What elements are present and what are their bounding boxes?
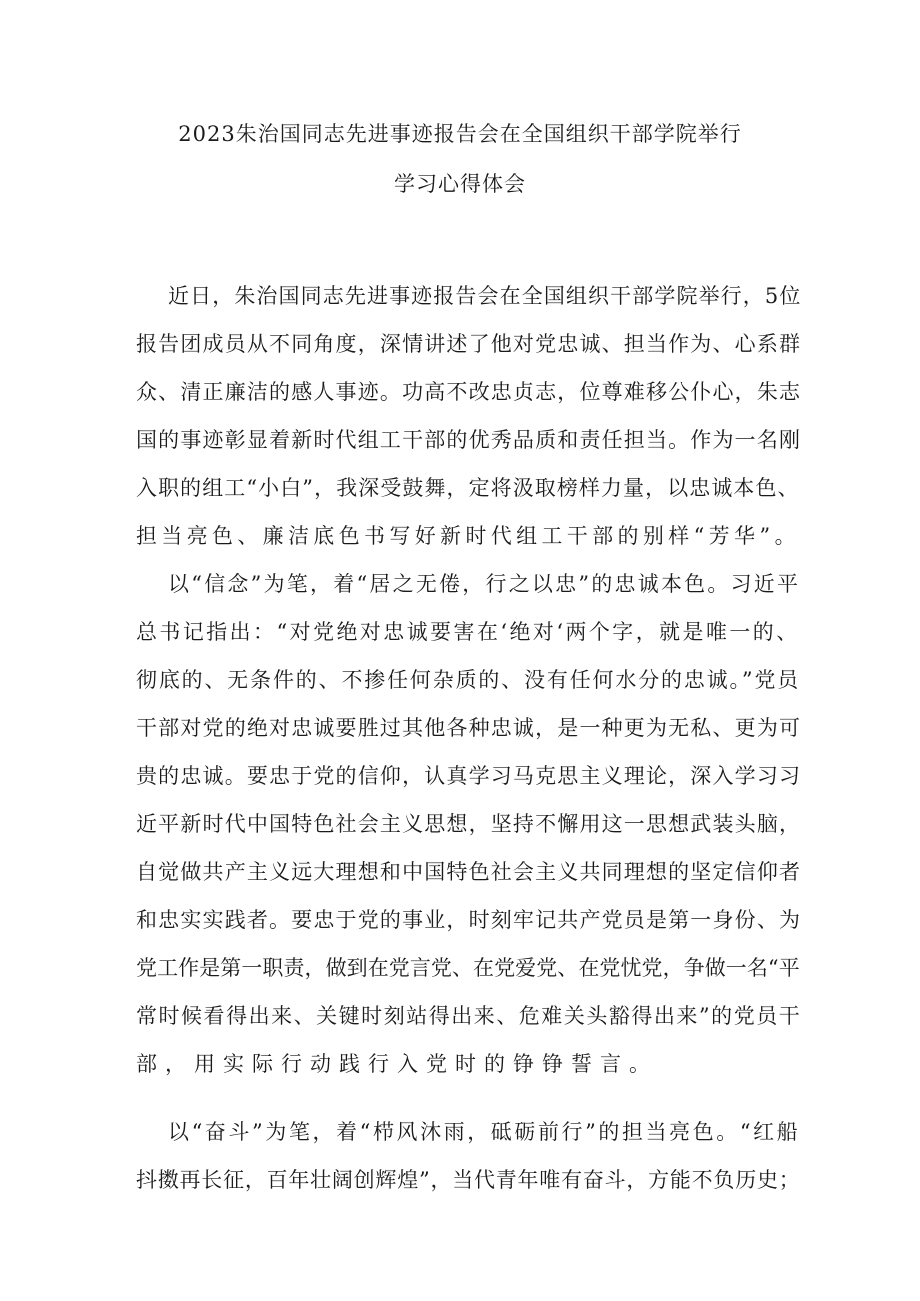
paragraph-2-line-6: 近平新时代中国特色社会主义思想，坚持不懈用这一思想武装头脑， [136,812,802,836]
paragraph-1-line-6: 担当亮色、廉洁底色书写好新时代组工干部的别样“芳华”。 [136,524,801,548]
paragraph-2-line-5: 贵的忠诚。要忠于党的信仰，认真学习马克思主义理论，深入学习习 [136,764,802,788]
paragraph-1-line-4: 国的事迹彰显着新时代组工干部的优秀品质和责任担当。作为一名刚 [136,428,802,452]
paragraph-2-line-10: 常时候看得出来、关键时刻站得出来、危难关头豁得出来”的党员干 [136,1004,802,1028]
paragraph-1-line-1: 近日，朱治国同志先进事迹报告会在全国组织干部学院举行，5位 [168,284,802,308]
paragraph-2-line-1: 以“信念”为笔，着“居之无倦，行之以忠”的忠诚本色。习近平 [168,572,801,596]
paragraph-3-line-1: 以“奋斗”为笔，着“栉风沐雨，砥砺前行”的担当亮色。“红船 [168,1120,801,1144]
paragraph-3-line-2: 抖擞再长征，百年壮阔创辉煌”，当代青年唯有奋斗，方能不负历史； [136,1168,801,1192]
document-title-line-2: 学习心得体会 [394,172,526,196]
paragraph-1-line-5: 入职的组工“小白”，我深受鼓舞，定将汲取榜样力量，以忠诚本色、 [136,476,800,500]
paragraph-1-line-2: 报告团成员从不同角度，深情讲述了他对党忠诚、担当作为、心系群 [136,332,802,356]
paragraph-2-line-2: 总书记指出：“对党绝对忠诚要害在‘绝对‘两个字，就是唯一的、 [136,620,800,644]
paragraph-2-line-4: 干部对党的绝对忠诚要胜过其他各种忠诚，是一种更为无私、更为可 [136,716,802,740]
paragraph-2-line-9: 党工作是第一职责，做到在党言党、在党爱党、在党忧党，争做一名“平 [136,956,800,980]
document-title-line-1: 2023朱治国同志先进事迹报告会在全国组织干部学院举行 [178,122,742,146]
paragraph-2-line-7: 自觉做共产主义远大理想和中国特色社会主义共同理想的坚定信仰者 [136,860,802,884]
paragraph-2-line-3: 彻底的、无条件的、不掺任何杂质的、没有任何水分的忠诚。”党员 [136,668,801,692]
paragraph-1-line-3: 众、清正廉洁的感人事迹。功高不改忠贞志，位尊难移公仆心，朱志 [136,380,802,404]
paragraph-2-line-11: 部，用实际行动践行入党时的铮铮誓言。 [136,1052,658,1076]
paragraph-2-line-8: 和忠实实践者。要忠于党的事业，时刻牢记共产党员是第一身份、为 [136,908,802,932]
